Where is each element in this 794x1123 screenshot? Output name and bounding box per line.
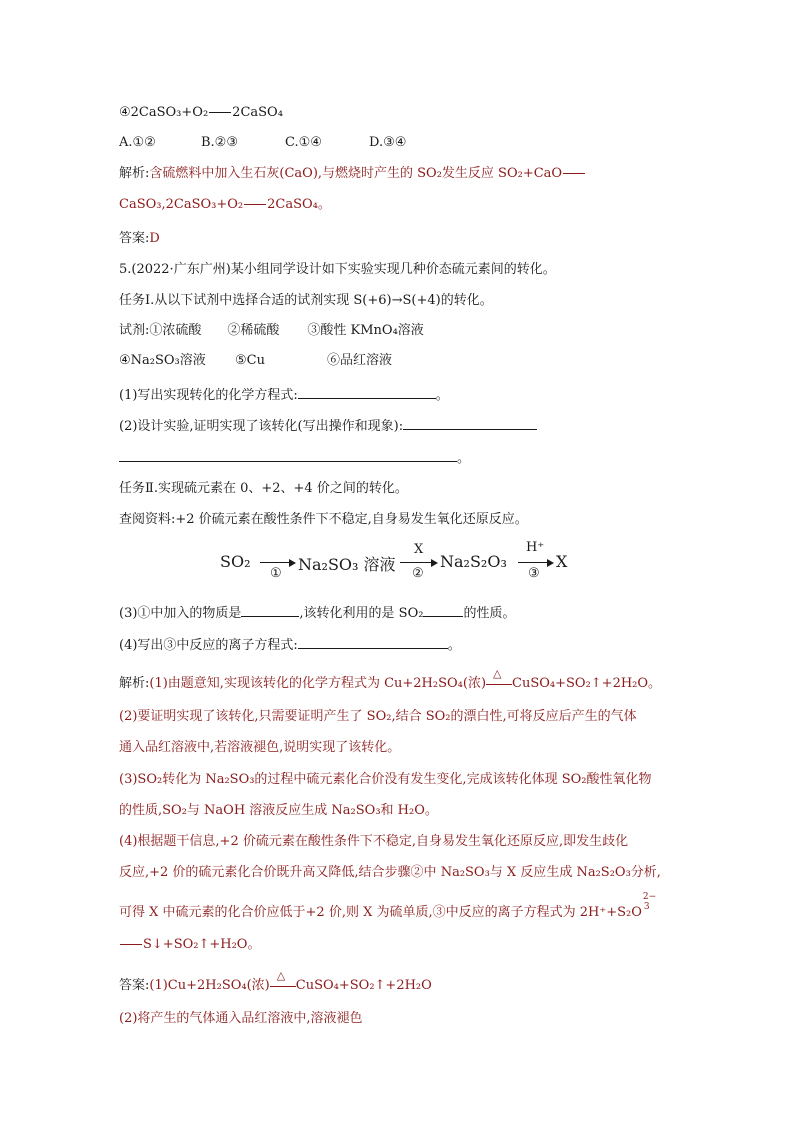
- subscript: 3: [643, 902, 650, 912]
- question-text: (2)设计实验,证明实现了该转化(写出操作和现象):: [119, 419, 404, 434]
- equals-bar: [244, 204, 266, 205]
- heating-icon: △: [493, 666, 502, 680]
- equals-bar: [120, 944, 142, 945]
- solution-2-line1: (2)要证明实现了该转化,只需要证明产生了 SO₂,结合 SO₂的漂白性,可将反应后产生的气体: [119, 709, 637, 724]
- reagent-1: ①浓硫酸: [149, 323, 202, 338]
- question-2: [119, 416, 537, 436]
- solution-3-line2: 的性质,SO₂与 NaOH 溶液反应生成 Na₂SO₃和 H₂O。: [119, 803, 438, 818]
- scheme-arrow-3: [518, 562, 552, 563]
- q4-analysis-line2: [119, 196, 331, 214]
- scheme-species-1: SO₂: [220, 552, 251, 571]
- option-b: B.②③: [201, 135, 238, 150]
- answer-blank[interactable]: [298, 635, 448, 649]
- q4-answer: [119, 230, 160, 248]
- question-3: [119, 603, 515, 623]
- task2-heading: 任务Ⅱ.实现硫元素在 0、+2、+4 价之间的转化。: [119, 481, 408, 496]
- period: 。: [435, 388, 449, 403]
- analysis-text: 2CaSO₄。: [267, 197, 331, 212]
- reaction-scheme: [220, 540, 580, 590]
- answer-label: 答案:: [119, 231, 150, 246]
- reagent-2: ②稀硫酸: [227, 323, 280, 338]
- scheme-reagent-2: X: [414, 542, 424, 557]
- solution-4-line4: [119, 936, 260, 954]
- question-4: [119, 635, 461, 655]
- solution-4-line3: [119, 892, 658, 922]
- answer-value: D: [149, 231, 160, 246]
- answer-1: [119, 968, 432, 995]
- scheme-species-3: Na₂S₂O₃: [440, 552, 507, 571]
- answer-text: CuSO₄+SO₂↑+2H₂O: [295, 978, 432, 993]
- question-1: [119, 385, 449, 405]
- question-text: ,该转化利用的是 SO₂: [299, 606, 424, 621]
- reagents-row2: [119, 352, 392, 370]
- solution-4-line2: 反应,+2 价的硫元素化合价既升高又降低,结合步骤②中 Na₂SO₃与 X 反应生成 Na₂S₂O₃分析,: [119, 865, 661, 880]
- solution-3-line1: (3)SO₂转化为 Na₂SO₃的过程中硫元素化合价没有发生变化,完成该转化体现 SO₂酸性氧化物: [119, 772, 652, 787]
- heating-icon: △: [276, 968, 286, 982]
- solution-1: [119, 666, 662, 693]
- answer-text: (1)Cu+2H₂SO₄(浓): [149, 978, 270, 993]
- reaction-rhs: 2CaSO₄: [232, 105, 283, 120]
- answer-blank[interactable]: [423, 603, 463, 617]
- heat-condition: [270, 968, 296, 993]
- answer-blank[interactable]: [119, 448, 457, 462]
- heat-condition: [486, 666, 512, 691]
- reference-info: 查阅资料:+2 价硫元素在酸性条件下不稳定,自身易发生氧化还原反应。: [119, 512, 528, 527]
- solution-2-line2: 通入品红溶液中,若溶液褪色,说明实现了该转化。: [119, 740, 401, 755]
- scheme-reagent-3: H⁺: [526, 540, 545, 555]
- option-c: C.①④: [285, 135, 322, 150]
- answer-blank[interactable]: [403, 416, 537, 430]
- solution-text: 可得 X 中硫元素的化合价应低于+2 价,则 X 为硫单质,③中反应的离子方程式为 2H⁺+S₂O: [119, 905, 642, 920]
- scheme-arrow-1: [260, 562, 294, 563]
- equals-bar: [209, 112, 231, 113]
- options-row: [119, 134, 406, 152]
- solution-4-line1: (4)根据题干信息,+2 价硫元素在酸性条件下不稳定,自身易发生氧化还原反应,即发生歧化: [119, 834, 629, 849]
- task1-heading: 任务Ⅰ.从以下试剂中选择合适的试剂实现 S(+6)→S(+4)的转化。: [119, 293, 493, 308]
- option-a: A.①②: [119, 135, 156, 150]
- answer-label: 答案:: [119, 978, 150, 993]
- analysis-text: 含硫燃料中加入生石灰(CaO),与燃烧时产生的 SO₂发生反应 SO₂+CaO: [149, 166, 563, 181]
- period: 。: [457, 451, 471, 466]
- reagent-6: ⑥品红溶液: [327, 353, 393, 368]
- answer-blank[interactable]: [241, 603, 299, 617]
- answer-blank[interactable]: [298, 385, 436, 399]
- reagent-4: ④Na₂SO₃溶液: [119, 353, 206, 368]
- question-text: (1)写出实现转化的化学方程式:: [119, 388, 298, 403]
- period: 。: [447, 638, 461, 653]
- equals-bar: [563, 173, 585, 174]
- scheme-species-4: X: [556, 552, 568, 571]
- scheme-arrow-2: [400, 562, 436, 563]
- question-text: (4)写出③中反应的离子方程式:: [119, 638, 298, 653]
- q4-analysis-line1: [119, 165, 586, 183]
- option-d: D.③④: [369, 135, 407, 150]
- question-text: 的性质。: [463, 606, 516, 621]
- scheme-species-2: Na₂SO₃ 溶液: [298, 555, 396, 574]
- scheme-step-2: ②: [412, 566, 424, 581]
- sulfite-charge: [642, 892, 658, 916]
- analysis-label: 解析:: [119, 166, 150, 181]
- reaction-4: [119, 104, 283, 122]
- solution-label: 解析:: [119, 676, 150, 691]
- answer-2: (2)将产生的气体通入品红溶液中,溶液褪色: [119, 1011, 363, 1026]
- reaction-lhs: ④2CaSO₃+O₂: [119, 105, 209, 120]
- question-2-cont: [119, 448, 470, 468]
- solution-text: CuSO₄+SO₂↑+2H₂O。: [512, 676, 662, 691]
- solution-text: S↓+SO₂↑+H₂O。: [143, 937, 261, 952]
- reagents-row1: [119, 322, 424, 340]
- analysis-text: CaSO₃,2CaSO₃+O₂: [119, 197, 244, 212]
- scheme-step-1: ①: [270, 566, 282, 581]
- reagent-3: ③酸性 KMnO₄溶液: [307, 323, 424, 338]
- reagents-label: 试剂:: [119, 323, 150, 338]
- reagent-5: ⑤Cu: [235, 353, 265, 368]
- solution-text: (1)由题意知,实现该转化的化学方程式为 Cu+2H₂SO₄(浓): [149, 676, 487, 691]
- q5-title: 5.(2022·广东广州)某小组同学设计如下实验实现几种价态硫元素间的转化。: [119, 262, 556, 277]
- charge-superscript: 2−: [642, 892, 657, 902]
- scheme-step-3: ③: [528, 566, 540, 581]
- question-text: (3)①中加入的物质是: [119, 606, 242, 621]
